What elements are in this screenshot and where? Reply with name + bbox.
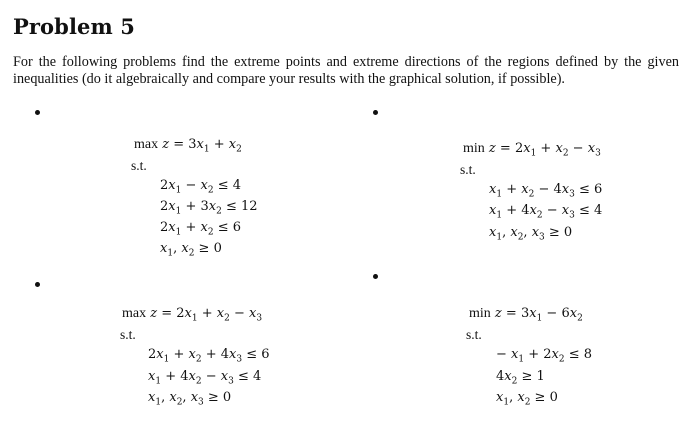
bullet-problem-1 xyxy=(35,110,40,115)
page-title: Problem 5 xyxy=(13,14,135,39)
problem-3-objective: $\max z = 2x_1 + x_2 - x_3$ xyxy=(122,306,263,324)
problem-2-constraint-3: $x_1$, $x_2$, $x_3 \ge 0$ xyxy=(489,225,573,243)
problem-1-st: s.t. xyxy=(131,158,147,173)
intro-paragraph: For the following problems find the extreme points and extreme directions of the regions defined by the given inequalities (do it algebraically and compare your results with the graphical solution, if possible). xyxy=(13,54,679,87)
problem-4-objective: $\min z = 3x_1 - 6x_2$ xyxy=(469,306,583,324)
problem-1-constraint-3: $2x_1 + x_2 \le 6$ xyxy=(160,220,242,238)
problem-2-constraint-2: $x_1 + 4x_2 - x_3 \le 4$ xyxy=(489,203,603,221)
problem-4-constraint-3: $x_1$, $x_2 \ge 0$ xyxy=(496,390,558,408)
problem-2-constraint-1: $x_1 + x_2 - 4x_3 \le 6$ xyxy=(489,182,603,200)
problem-2-st: s.t. xyxy=(460,162,476,177)
problem-4-st: s.t. xyxy=(466,327,482,342)
bullet-problem-3 xyxy=(35,282,40,287)
problem-1-constraint-1: $2x_1 - x_2 \le 4$ xyxy=(160,178,242,196)
bullet-problem-4 xyxy=(373,274,378,279)
problem-2-objective: $\min z = 2x_1 + x_2 - x_3$ xyxy=(463,141,601,159)
problem-3-constraint-2: $x_1 + 4x_2 - x_3 \le 4$ xyxy=(148,369,262,387)
problem-1-objective: $\max z = 3x_1 + x_2$ xyxy=(134,137,242,155)
bullet-problem-2 xyxy=(373,110,378,115)
problem-1-constraint-2: $2x_1 + 3x_2 \le 12$ xyxy=(160,199,258,217)
problem-3-st: s.t. xyxy=(120,327,136,342)
problem-3-constraint-1: $2x_1 + x_2 + 4x_3 \le 6$ xyxy=(148,347,270,365)
problem-4-constraint-1: − $x_1 + 2x_2 \le 8$ xyxy=(496,347,593,365)
problem-1-constraint-4: $x_1$, $x_2 \ge 0$ xyxy=(160,241,222,259)
problem-4-constraint-2: $4x_2 \ge 1$ xyxy=(496,369,545,387)
problem-3-constraint-3: $x_1$, $x_2$, $x_3 \ge 0$ xyxy=(148,390,232,408)
